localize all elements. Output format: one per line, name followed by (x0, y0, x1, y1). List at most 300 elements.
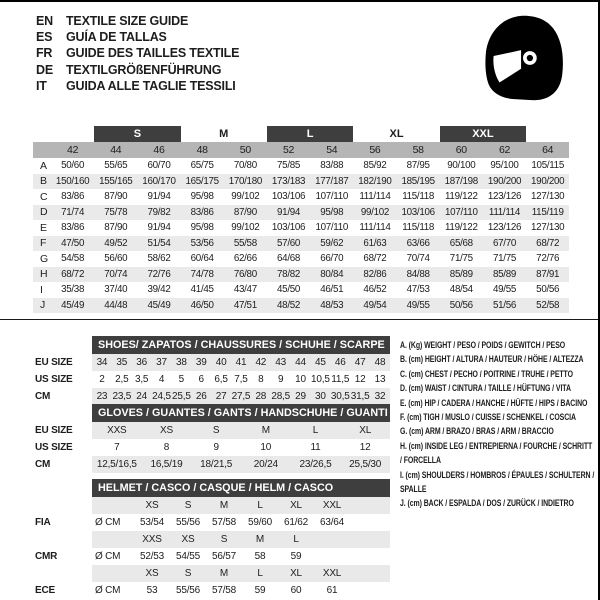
size-cell: 46 (330, 354, 350, 371)
measurement-cell: 45/50 (277, 284, 301, 296)
size-number: 60 (440, 142, 483, 158)
helmet-icon (474, 10, 574, 108)
measurement-cell: 91/94 (147, 222, 171, 234)
measurement-cell: 45/49 (137, 298, 180, 314)
helmet-row-FIA (35, 514, 390, 531)
size-cell: M (242, 531, 278, 548)
unit-cell (92, 497, 134, 514)
measurement-cell: 62/66 (233, 253, 257, 265)
row-side-label (35, 565, 92, 582)
measurement-cell: 123/126 (487, 191, 522, 203)
language-title: TEXTILGRÖßENFÜHRUNG (66, 62, 222, 77)
measurement-cell: 95/98 (190, 222, 214, 234)
size-group-l: L (267, 126, 353, 142)
measurement-cell: 47/53 (406, 284, 430, 296)
language-title-list (36, 13, 239, 94)
measurement-cell: 65/68 (440, 236, 483, 252)
size-cell: XXL (314, 565, 350, 582)
legend-item: B. (cm) HEIGHT / ALTURA / HAUTEUR / HÖHE / ALTEZZA (400, 354, 584, 365)
measurement-cell: 35/38 (61, 284, 85, 296)
size-cell: XXL (314, 497, 350, 514)
measurement-cell: 95/98 (190, 191, 214, 203)
measurement-cell: 84/88 (397, 267, 440, 283)
size-cell: 41 (231, 354, 251, 371)
measurement-cell: 50/56 (440, 298, 483, 314)
measurement-cell: 91/94 (267, 205, 310, 221)
row-side-label: CMR (35, 551, 58, 562)
size-cell: 27,5 (231, 388, 251, 405)
measurement-cell: 49/55 (492, 284, 517, 296)
unit-cell (92, 565, 134, 582)
size-cell: 35 (112, 354, 132, 371)
measurement-cell: 99/102 (353, 205, 396, 221)
measurement-cell: 111/114 (359, 191, 391, 203)
measurement-cell: 91/94 (147, 191, 171, 203)
measurement-cell: 160/170 (137, 174, 180, 190)
textile-row-G (33, 251, 569, 267)
title-spacer (35, 336, 92, 354)
measurement-cell: 80/84 (310, 267, 353, 283)
language-title: TEXTILE SIZE GUIDE (66, 14, 189, 28)
size-cell: 59/60 (247, 517, 273, 528)
size-cell: S (191, 422, 241, 439)
legend-item: I. (cm) SHOULDERS / HOMBROS / ÉPAULES / SCHULTERN / SPALLE (400, 469, 595, 495)
legend-item: J. (cm) BACK / ESPALDA / DOS / ZURÜCK / INDIETRO (400, 498, 574, 509)
row-label: D (33, 205, 51, 221)
size-cell: 2 (99, 374, 105, 385)
measurement-cell: 190/200 (483, 174, 526, 190)
language-row (36, 13, 239, 29)
row-side-label: CM (35, 391, 51, 402)
size-cell: 32 (370, 388, 390, 405)
measurement-cell: 103/106 (271, 191, 306, 203)
size-cell: XXS (134, 531, 170, 548)
measurement-cell: 173/183 (267, 174, 310, 190)
size-cell: 24,5 (152, 388, 172, 405)
row-label: A (40, 159, 47, 172)
table-title: HELMET / CASCO / CASQUE / HELM / CASCO (92, 479, 390, 497)
size-cell: 43 (271, 354, 291, 371)
size-cell: M (241, 422, 291, 439)
size-cell: 10 (295, 374, 306, 385)
filler-cell (350, 531, 390, 548)
measurement-cell: 107/110 (315, 222, 349, 234)
measurement-cell: 103/106 (397, 205, 440, 221)
size-cell: S (170, 565, 206, 582)
size-cell: 34 (92, 354, 112, 371)
size-cell: 59 (254, 585, 266, 596)
measurement-cell: 45/49 (51, 298, 94, 314)
measurement-cell: 51/54 (137, 236, 180, 252)
size-number: 62 (483, 142, 526, 158)
size-cell: XL (340, 422, 390, 439)
size-cell: 48 (370, 354, 390, 371)
size-cell: 23/26,5 (291, 456, 341, 473)
measurement-cell: 99/102 (231, 222, 260, 234)
measurement-cell: 70/74 (94, 267, 137, 283)
measurement-cell: 115/118 (402, 191, 435, 203)
measurement-cell: 71/75 (492, 253, 517, 265)
row-side-label: CM (35, 459, 51, 470)
language-row (36, 45, 239, 61)
size-cell: 4 (158, 374, 165, 385)
measurement-cell: 99/102 (231, 191, 260, 203)
size-cell: 54/55 (175, 551, 201, 562)
measurement-cell: 115/119 (526, 205, 569, 221)
measurement-cell: 119/122 (445, 222, 478, 234)
measurement-cell: 187/198 (440, 174, 483, 190)
size-cell: 27 (211, 388, 231, 405)
language-title: GUIDA ALLE TAGLIE TESSILI (66, 78, 236, 93)
measurement-cell: 85/89 (440, 267, 483, 283)
row-label: J (33, 298, 51, 314)
measurement-cell: 71/75 (449, 253, 473, 265)
row-side-label (35, 531, 92, 548)
language-title: GUÍA DE TALLAS (66, 30, 167, 45)
unit-cell: Ø CM (95, 517, 121, 528)
row-side-label (35, 497, 92, 514)
row-label: E (40, 221, 47, 234)
size-cell: 61 (326, 585, 338, 596)
measurement-cell: 123/126 (487, 222, 522, 234)
measurement-cell: 75/78 (94, 205, 137, 221)
textile-row-F (33, 236, 569, 252)
size-group-m: M (219, 128, 229, 140)
measurement-cell: 64/68 (277, 253, 301, 265)
row-side-label: ECE (35, 585, 55, 596)
measurement-cell: 43/47 (233, 284, 257, 296)
size-group-spacer (526, 126, 569, 142)
textile-size-table (33, 126, 569, 313)
size-cell: M (206, 497, 242, 514)
language-row (36, 78, 239, 94)
measurement-cell: 78/82 (267, 267, 310, 283)
measurement-cell: 103/106 (271, 222, 306, 234)
size-cell: 25,5/30 (340, 456, 390, 473)
measurement-cell: 190/200 (526, 174, 569, 190)
size-cell: 6,5 (214, 374, 228, 385)
size-cell: 44 (291, 354, 311, 371)
measurement-cell: 115/118 (402, 222, 435, 234)
size-number: 54 (310, 142, 353, 158)
size-cell: XS (134, 565, 170, 582)
size-cell: M (206, 565, 242, 582)
size-cell: 9 (277, 374, 284, 385)
helmet-size-header-row (35, 531, 390, 548)
measurement-cell: 49/55 (397, 298, 440, 314)
measurement-cell: 68/72 (363, 253, 387, 265)
measurement-cell: 87/95 (406, 160, 430, 172)
measurement-cell: 85/89 (483, 267, 526, 283)
size-cell: XS (142, 422, 192, 439)
size-cell: L (278, 531, 314, 548)
size-cell: 13 (374, 374, 386, 385)
measurement-cell: 87/90 (224, 205, 267, 221)
measurement-cell: 83/88 (320, 160, 344, 172)
size-cell: L (242, 497, 278, 514)
measurement-cell: 50/56 (536, 284, 560, 296)
size-cell: 8 (163, 442, 170, 453)
size-cell: 28,5 (271, 388, 291, 405)
filler-cell (350, 497, 390, 514)
measurement-cell: 68/72 (526, 236, 569, 252)
measurement-cell: 72/76 (137, 267, 180, 283)
size-cell: 20/24 (241, 456, 291, 473)
row-label: C (40, 190, 48, 203)
size-cell: 9 (213, 442, 219, 453)
language-title: GUIDE DES TAILLES TEXTILE (66, 46, 240, 61)
measurement-cell: 47/50 (51, 236, 94, 252)
size-cell: 12,5/16,5 (92, 456, 142, 473)
size-cell: L (291, 422, 341, 439)
textile-row-C (33, 189, 569, 205)
size-number: 58 (397, 142, 440, 158)
strip-row (35, 371, 390, 388)
measurement-cell: 150/160 (51, 174, 94, 190)
size-cell: 56/57 (211, 551, 237, 562)
measurement-cell: 185/195 (397, 174, 440, 190)
measurement-cell: 57/60 (267, 236, 310, 252)
textile-row-B (33, 174, 569, 190)
measurement-cell: 48/52 (267, 298, 310, 314)
measurement-cell: 55/65 (104, 160, 128, 172)
strip-row (35, 439, 390, 456)
title-spacer (35, 479, 92, 497)
measurement-cell: 87/91 (526, 267, 569, 283)
size-cell: 7,5 (234, 374, 248, 385)
row-side-label: US SIZE (35, 374, 73, 385)
measurement-cell: 53/56 (181, 236, 224, 252)
measurement-cell: 51/56 (483, 298, 526, 314)
size-number: 42 (51, 142, 94, 158)
row-label: B (33, 174, 51, 190)
filler-cell (350, 548, 390, 565)
size-number-row (33, 142, 569, 158)
measurement-cell: 182/190 (353, 174, 396, 190)
measurement-cell: 52/58 (526, 298, 569, 314)
strip-row (35, 422, 390, 439)
size-cell: 36 (132, 354, 152, 371)
size-cell: 3,5 (134, 374, 149, 385)
textile-row-H (33, 267, 569, 283)
size-cell: 55/56 (175, 585, 201, 596)
row-label: G (40, 252, 48, 265)
measurement-cell: 61/63 (353, 236, 396, 252)
legend-item: F. (cm) TIGH / MUSLO / CUISSE / SCHENKEL / COSCIA (400, 412, 576, 423)
size-cell: 38 (171, 354, 191, 371)
unit-cell: Ø CM (95, 585, 121, 596)
measurement-cell: 46/51 (320, 284, 344, 296)
legend-item: G. (cm) ARM / BRAZO / BRAS / ARM / BRACCIO (400, 426, 554, 437)
size-cell (314, 548, 350, 565)
row-side-label: EU SIZE (35, 425, 73, 436)
measurement-cell: 76/80 (224, 267, 267, 283)
row-side-label: US SIZE (35, 442, 73, 453)
size-cell: 16,5/19 (142, 456, 192, 473)
measurement-cell: 47/51 (224, 298, 267, 314)
measurement-cell: 82/86 (353, 267, 396, 283)
size-cell: 31,5 (350, 388, 370, 405)
size-number: 46 (137, 142, 180, 158)
size-group-s: S (94, 126, 180, 142)
row-label: F (33, 236, 51, 252)
size-cell: 52/53 (139, 551, 165, 562)
measurement-cell: 49/52 (94, 236, 137, 252)
size-cell: 26 (191, 388, 211, 405)
textile-row-D (33, 205, 569, 221)
measurement-cell: 71/74 (51, 205, 94, 221)
size-cell: S (206, 531, 242, 548)
size-cell: 24 (132, 388, 152, 405)
size-cell (314, 531, 350, 548)
size-cell: XL (278, 497, 314, 514)
table-title-row (35, 336, 390, 354)
size-number: 48 (181, 142, 224, 158)
language-code: FR (36, 46, 53, 61)
size-number: 50 (224, 142, 267, 158)
measurement-cell: 177/187 (310, 174, 353, 190)
measurement-cell: 87/90 (104, 191, 128, 203)
measurement-cell: 107/110 (440, 205, 483, 221)
size-cell: 23 (92, 388, 112, 405)
table-title-row (35, 404, 390, 422)
measurement-cell: 119/122 (445, 191, 478, 203)
measurement-cell: 95/98 (310, 205, 353, 221)
language-code: ES (36, 30, 53, 45)
size-cell: 63/64 (319, 517, 345, 528)
size-cell: S (170, 497, 206, 514)
size-cell: 18/21,5 (191, 456, 241, 473)
measurement-cell: 54/58 (61, 253, 85, 265)
size-cell: 57/58 (211, 517, 237, 528)
size-cell: 57/58 (211, 585, 237, 596)
size-number: 44 (94, 142, 137, 158)
legend-item: C. (cm) CHEST / PECHO / POITRINE / TRUHE / PETTO (400, 368, 573, 379)
measurement-cell: 75/85 (277, 160, 301, 172)
filler-cell (350, 565, 390, 582)
measurement-cell: 58/62 (147, 253, 171, 265)
measurement-cell: 83/86 (61, 191, 85, 203)
measurement-cell: 65/75 (190, 160, 214, 172)
textile-row-J (33, 298, 569, 314)
language-code: EN (36, 14, 53, 28)
measurement-cell: 37/40 (104, 284, 128, 296)
measurement-cell: 46/50 (181, 298, 224, 314)
size-row-spacer (33, 142, 51, 158)
size-cell: XL (278, 565, 314, 582)
size-cell: 60 (290, 585, 302, 596)
measurement-cell: 56/60 (104, 253, 128, 265)
size-cell: 39 (191, 354, 211, 371)
size-group-header-row (33, 126, 569, 142)
helmet-row-ECE (35, 582, 390, 599)
size-cell: XXS (92, 422, 142, 439)
size-cell: 37 (152, 354, 172, 371)
strip-row (35, 456, 390, 473)
measurement-cell: 50/60 (61, 160, 85, 172)
size-cell: 61/62 (283, 517, 309, 528)
table-title: SHOES/ ZAPATOS / CHAUSSURES / SCHUHE / SCARPE (92, 336, 390, 354)
legend-item: D. (cm) WAIST / CINTURA / TAILLE / HÜFTUNG / VITA (400, 383, 571, 394)
measurement-cell: 68/72 (51, 267, 94, 283)
size-cell: 8 (258, 374, 264, 385)
size-cell: 10,5 (311, 374, 330, 385)
measurement-cell: 127/130 (531, 222, 565, 234)
table-title: GLOVES / GUANTES / GANTS / HANDSCHUHE / GUANTI (92, 404, 390, 422)
measurement-cell: 95/100 (490, 160, 519, 172)
textile-row-E (33, 220, 569, 236)
filler-cell (350, 514, 390, 531)
size-cell: 25,5 (171, 388, 191, 405)
measurement-cell: 72/76 (536, 253, 560, 265)
size-cell: 12 (359, 442, 371, 453)
size-group-spacer (33, 126, 94, 142)
measurement-cell: 59/62 (310, 236, 353, 252)
size-cell: 55/56 (175, 517, 201, 528)
shoes-size-table (35, 336, 390, 405)
size-group-xl: XL (389, 128, 404, 140)
size-cell: XS (134, 497, 170, 514)
measurement-cell: 85/92 (363, 160, 387, 172)
row-label: H (33, 267, 51, 283)
size-number: 56 (353, 142, 396, 158)
size-cell: 45 (310, 354, 330, 371)
size-cell: 58 (254, 551, 266, 562)
language-code: IT (36, 78, 47, 93)
measurement-cell: 87/90 (104, 222, 128, 234)
measurement-cell: 66/70 (320, 253, 344, 265)
size-cell: 28 (251, 388, 271, 405)
size-cell: L (242, 565, 278, 582)
size-cell: 10 (260, 442, 272, 453)
helmet-size-header-row (35, 497, 390, 514)
legend-item: E. (cm) HIP / CADERA / HANCHE / HÜFTE / HIPS / BACINO (400, 397, 588, 408)
measurement-cell: 55/58 (224, 236, 267, 252)
measurement-cell: 170/180 (224, 174, 267, 190)
helmet-size-header-row (35, 565, 390, 582)
size-cell: 23,5 (112, 388, 132, 405)
size-cell: 59 (290, 551, 302, 562)
measurement-cell: 48/54 (449, 284, 473, 296)
section-divider (0, 319, 600, 320)
measurement-cell: 165/175 (181, 174, 224, 190)
size-cell: 30,5 (330, 388, 350, 405)
language-row (36, 29, 239, 45)
size-group-xxl: XXL (440, 126, 526, 142)
row-side-label: EU SIZE (35, 357, 73, 368)
row-label: I (40, 283, 43, 296)
size-cell: 2,5 (115, 374, 129, 385)
helmet-size-table (35, 479, 390, 599)
gloves-size-table (35, 404, 390, 473)
measurement-cell: 83/86 (61, 222, 85, 234)
strip-row (35, 388, 390, 405)
measurement-cell: 79/82 (137, 205, 180, 221)
textile-row-I (33, 282, 569, 298)
title-spacer (35, 404, 92, 422)
measurement-cell: 44/48 (94, 298, 137, 314)
measurement-cell: 83/86 (181, 205, 224, 221)
size-cell: 47 (350, 354, 370, 371)
strip-row (35, 354, 390, 371)
measurement-cell: 107/110 (315, 191, 349, 203)
measurement-legend (400, 338, 594, 511)
measurement-cell: 155/165 (94, 174, 137, 190)
measurement-cell: 127/130 (531, 191, 565, 203)
textile-row-A (33, 158, 569, 174)
size-cell: 42 (251, 354, 271, 371)
measurement-cell: 49/54 (353, 298, 396, 314)
